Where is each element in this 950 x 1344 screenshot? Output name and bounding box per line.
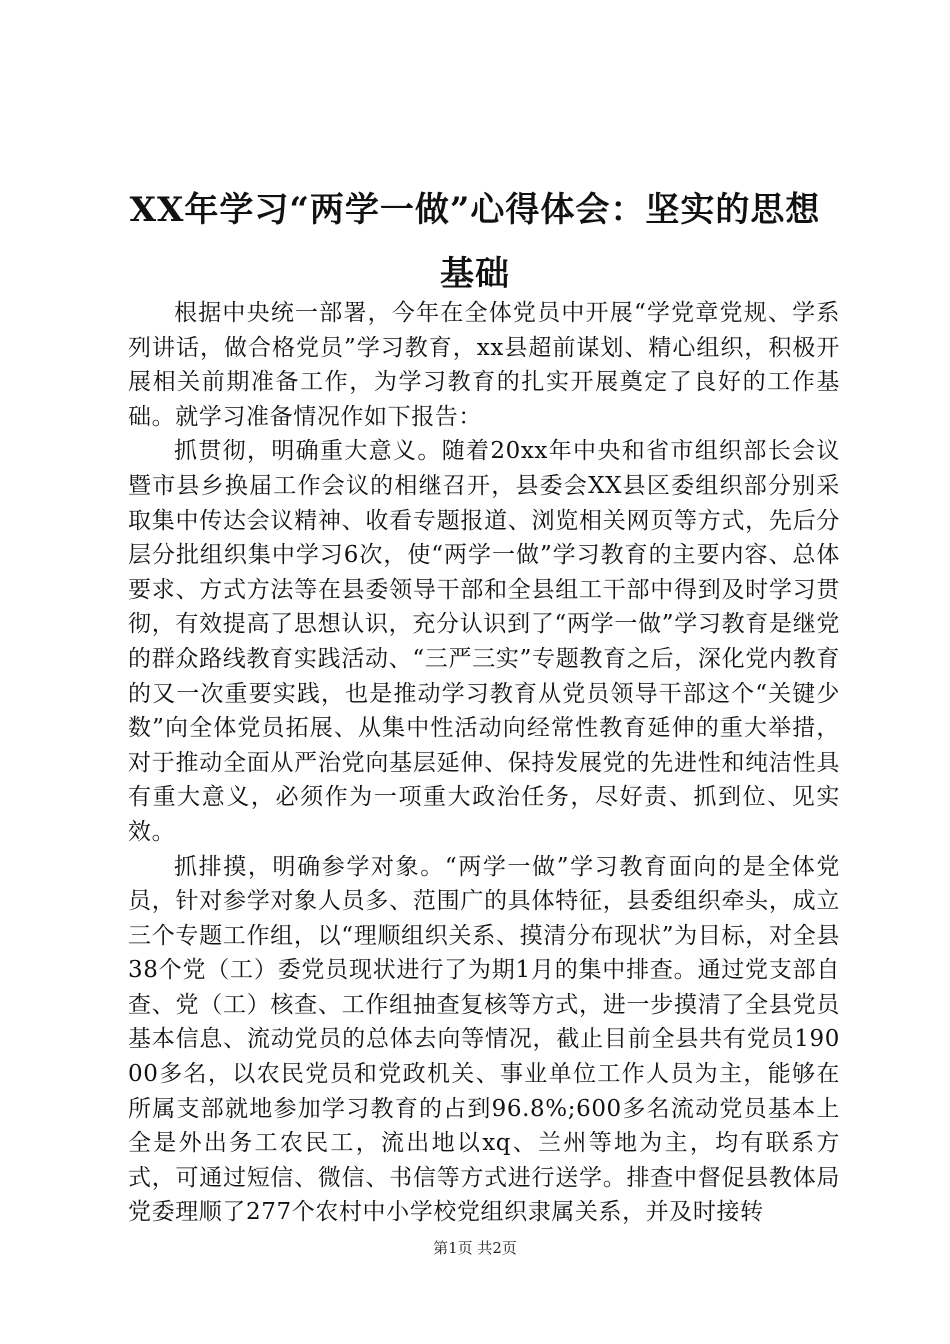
page-footer: 第1页 共2页 bbox=[433, 1239, 517, 1257]
paragraph-intro: 根据中央统一部署，今年在全体党员中开展“学党章党规、学系列讲话，做合格党员”学习教育，xx县超前谋划、精心组织，积极开展相关前期准备工作，为学习教育的扎实开展奠定了良好的工作基础。就学习准备情况作如下报告： bbox=[128, 300, 840, 430]
document-title: XX年学习“两学一做”心得体会：坚实的思想基础 bbox=[129, 190, 821, 294]
document-body bbox=[128, 296, 840, 1230]
paragraph-investigation: 抓排摸，明确参学对象。“两学一做”学习教育面向的是全体党员，针对参学对象人员多、范围广的具体特征，县委组织牵头，成立三个专题工作组，以“理顺组织关系、摸清分布现状”为目标，对全县38个党（工）委党员现状进行了为期1月的集中排查。通过党支部自查、党（工）核查、工作组抽查复核等方式，进一步摸清了全县党员基本信息、流动党员的总体去向等情况，截止目前全县共有党员19000多名，以农民党员和党政机关、事业单位工作人员为主，能够在所属支部就地参加学习教育的占到96.8%;600多名流动党员基本上全是外出务工农民工，流出地以xq、兰州等地为主，均有联系方式，可通过短信、微信、书信等方式进行送学。排查中督促县教体局党委理顺了277个农村中小学校党组织隶属关系，并及时接转 bbox=[128, 853, 840, 1226]
paragraph-implementation: 抓贯彻，明确重大意义。随着20xx年中央和省市组织部长会议暨市县乡换届工作会议的相继召开，县委会XX县区委组织部分别采取集中传达会议精神、收看专题报道、浏览相关网页等方式，先后分层分批组织集中学习6次，使“两学一做”学习教育的主要内容、总体要求、方式方法等在县委领导干部和全县组工干部中得到及时学习贯彻，有效提高了思想认识，充分认识到了“两学一做”学习教育是继党的群众路线教育实践活动、“三严三实”专题教育之后，深化党内教育的又一次重要实践，也是推动学习教育从党员领导干部这个“关键少数”向全体党员拓展、从集中性活动向经常性教育延伸的重大举措，对于推动全面从严治党向基层延伸、保持发展党的先进性和纯洁性具有重大意义，必须作为一项重大政治任务，尽好责、抓到位、见实效。 bbox=[128, 438, 840, 845]
